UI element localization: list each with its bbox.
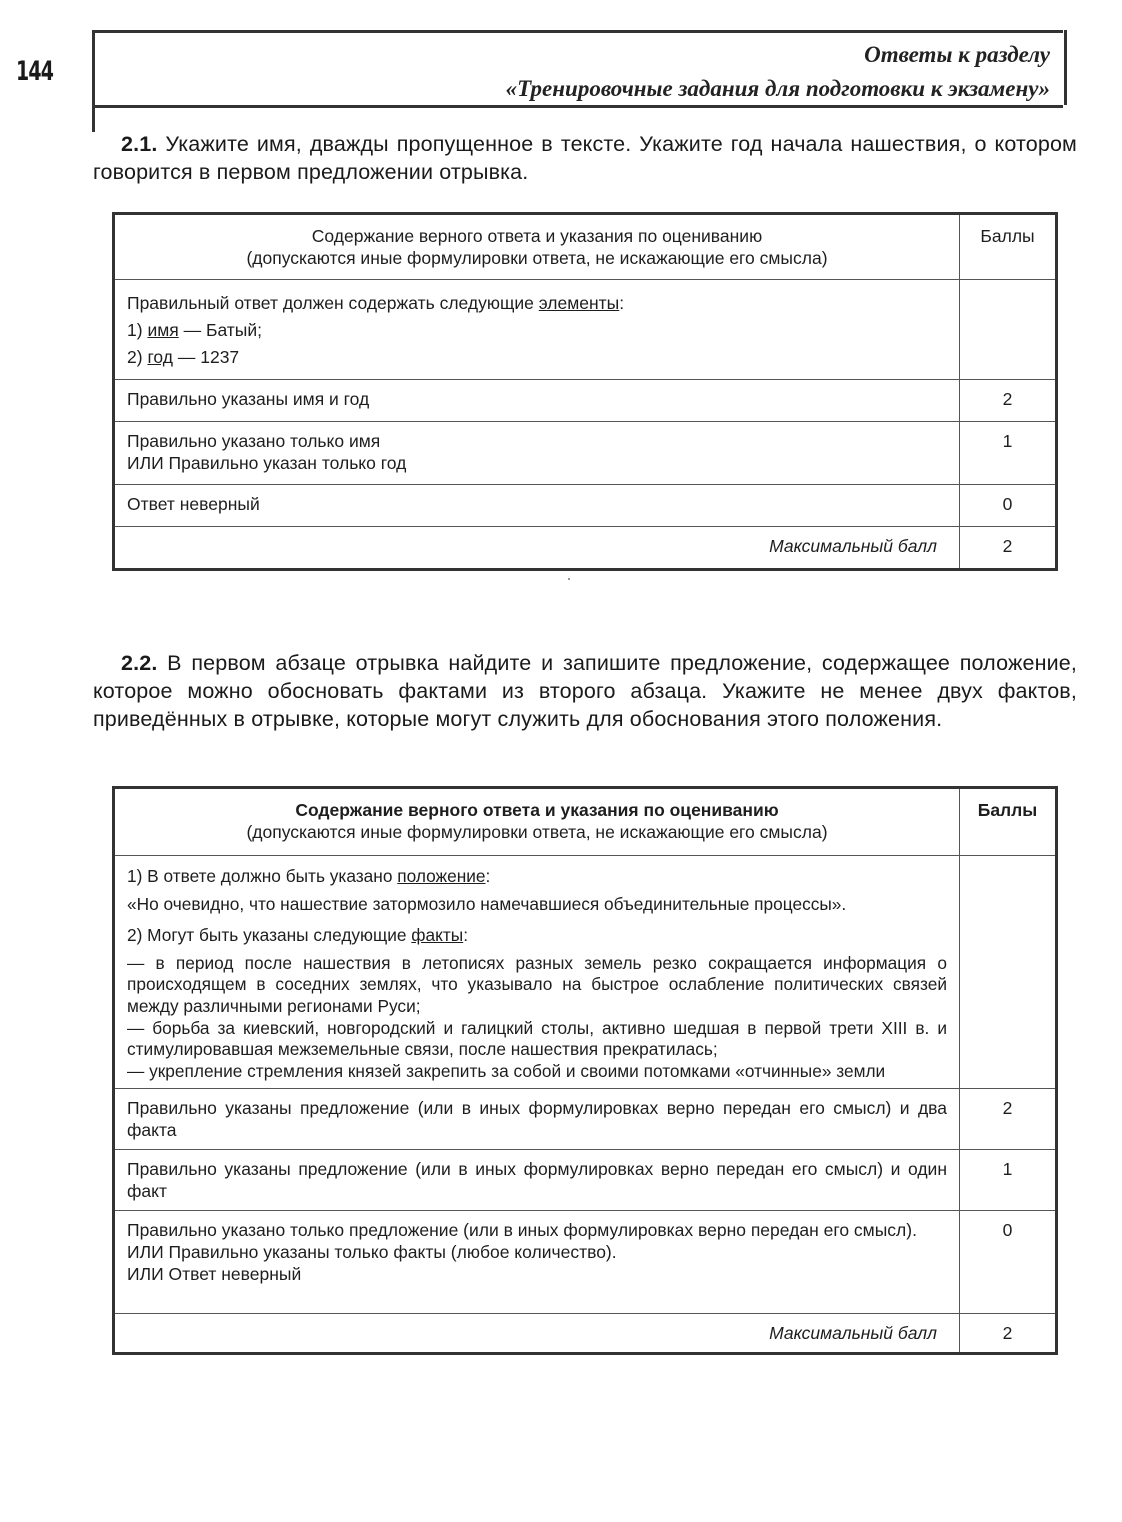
- header-line-1: Ответы к разделу: [864, 42, 1050, 67]
- task-number: 2.1.: [121, 132, 158, 156]
- answer-point-1: 1) В ответе должно быть указано положение:: [127, 866, 491, 886]
- table-row: [114, 485, 1057, 527]
- max-score-value: 2: [960, 527, 1057, 570]
- header-divider: [92, 102, 95, 132]
- criterion-cell: Ответ неверный: [114, 485, 960, 527]
- score-cell: [960, 280, 1057, 380]
- criterion-cell: Правильно указаны предложение (или в иных формулировках верно передан его смысл) и один факт: [114, 1150, 960, 1211]
- answer-intro: Правильный ответ должен содержать следующие элементы:: [127, 293, 625, 313]
- score-cell: 2: [960, 1089, 1057, 1150]
- fact-item: — борьба за киевский, новгородский и галицкий столы, активно шедшая в первой трети XIII в. и стимулировавшая межземельные связи, после нашествия прекратилась;: [127, 1017, 947, 1060]
- score-cell: 1: [960, 422, 1057, 485]
- criterion-cell: Правильно указаны имя и год: [114, 380, 960, 422]
- criterion-cell: Правильно указаны предложение (или в иных формулировках верно передан его смысл) и два факта: [114, 1089, 960, 1150]
- task-2-1: [93, 130, 1077, 186]
- task-text: В первом абзаце отрывка найдите и запишите предложение, содержащее положение, которое можно обосновать фактами из второго абзаца. Укажите не менее двух фактов, приведённых в отрывке, которые могут служить для обоснования этого положения.: [93, 651, 1078, 731]
- header-title: Содержание верного ответа и указания по оцениванию: [311, 226, 763, 246]
- header-note: (допускаются иные формулировки ответа, не искажающие его смысла): [246, 822, 828, 842]
- max-score-row: [114, 527, 1057, 570]
- table-row: [114, 856, 1057, 1089]
- max-score-label: Максимальный балл: [114, 1314, 960, 1354]
- table-row: [114, 1211, 1057, 1314]
- answer-content: [114, 856, 960, 1089]
- score-cell: 0: [960, 485, 1057, 527]
- max-score-label: Максимальный балл: [114, 527, 960, 570]
- fact-item: — укрепление стремления князей закрепить за собой и своими потомками «отчинные» земли: [127, 1060, 886, 1081]
- task-text: Укажите имя, дважды пропущенное в тексте. Укажите год начала нашествия, о котором говорится в первом предложении отрывка.: [93, 132, 1077, 184]
- answer-item-1: 1) имя — Батый;: [127, 320, 263, 340]
- answer-item-2: 2) год — 1237: [127, 347, 240, 367]
- criterion-cell: Правильно указано только имя ИЛИ Правильно указан только год: [114, 422, 960, 485]
- score-cell: 2: [960, 380, 1057, 422]
- max-score-value: 2: [960, 1314, 1057, 1354]
- answer-quote: «Но очевидно, что нашествие затормозило намечавшиеся объединительные процессы».: [127, 893, 847, 914]
- table-row: [114, 1150, 1057, 1211]
- content-header: [114, 788, 960, 856]
- criterion-cell: Правильно указано только предложение (или в иных формулировках верно передан его смысл). ИЛИ Правильно указаны только факты (любое количество). ИЛИ Ответ неверный: [114, 1211, 960, 1314]
- table-header-row: [114, 788, 1057, 856]
- table-row: [114, 422, 1057, 485]
- task-number: 2.2.: [121, 651, 158, 675]
- header-line-2: «Тренировочные задания для подготовки к экзамену»: [505, 76, 1050, 101]
- running-header: [506, 38, 1050, 106]
- score-header: Баллы: [960, 214, 1057, 280]
- table-row: [114, 280, 1057, 380]
- table-row: [114, 1089, 1057, 1150]
- table-row: [114, 380, 1057, 422]
- page-number: 144: [16, 56, 54, 87]
- grading-table-2-1: [112, 212, 1058, 571]
- score-cell: 0: [960, 1211, 1057, 1314]
- answer-content: [114, 280, 960, 380]
- table-header-row: [114, 214, 1057, 280]
- grading-table-2-2: [112, 786, 1058, 1355]
- task-2-2: [93, 649, 1077, 733]
- header-title: Содержание верного ответа и указания по оцениванию: [295, 800, 779, 820]
- fact-item: — в период после нашествия в летописях разных земель резко сокращается информация о происходящем в соседних землях, что указывало на быстрое ослабление политических связей между различными регионами Руси;: [127, 952, 947, 1016]
- answer-point-2: 2) Могут быть указаны следующие факты:: [127, 925, 469, 946]
- max-score-row: [114, 1314, 1057, 1354]
- content-header: [114, 214, 960, 280]
- header-note: (допускаются иные формулировки ответа, не искажающие его смысла): [246, 248, 828, 268]
- score-cell: [960, 856, 1057, 1089]
- score-header: Баллы: [960, 788, 1057, 856]
- print-speck: [568, 578, 570, 580]
- score-cell: 1: [960, 1150, 1057, 1211]
